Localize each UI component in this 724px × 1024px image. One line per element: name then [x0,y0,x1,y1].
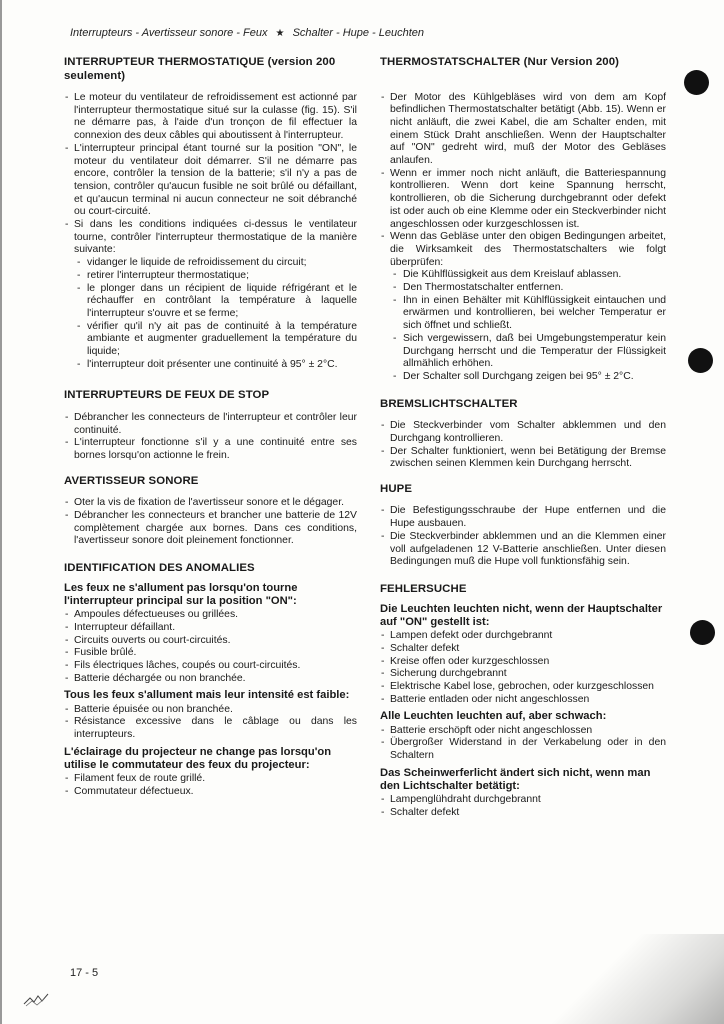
list [64,609,357,685]
list-item: - L'interrupteur principal étant tourné sur la position "ON", le moteur du ventilateur doit démarrer. S'il ne démarre pas encore, contrôler la tension de la batterie; s'il n'y a pas de tension, contrôler qu'aucun fusible ne soit brûlé ou défaillant, et qu'aucun terminal ni aucun connecteur ne soit débranché ou court-circuité. [64,143,357,219]
list-item: - L'interrupteur fonctionne s'il y a une continuité entre ses bornes lorsqu'on actionne le frein. [64,437,357,462]
list-item: - Fusible brûlé. [64,647,357,660]
sub-list [392,269,666,383]
list-item: - le plonger dans un récipient de liquide réfrigérant et le réchauffer en contrôlant la température à laquelle l'interrupteur s'ouvre et se ferme; [76,283,357,321]
list-item: - Wenn das Gebläse unter den obigen Bedingungen arbeitet, die Wirksamkeit des Thermostatschalters wie folgt überprüfen: [380,231,666,269]
group-title: L'éclairage du projecteur ne change pas lorsqu'on utilise le commutateur des feux du projecteur: [64,745,332,772]
list-item: - Batterie déchargée ou non branchée. [64,673,357,686]
section-title: IDENTIFICATION DES ANOMALIES [64,562,255,575]
list-item: - Die Steckverbinder vom Schalter abklemmen und den Durchgang kontrollieren. [380,420,666,445]
list [64,92,357,257]
list-item: - Sich vergewissern, daß bei Umgebungstemperatur kein Durchgang herrscht und die Temperatur der Flüssigkeit allmählich erhöhen. [392,333,666,371]
page-header [70,27,424,39]
list-item: - vidanger le liquide de refroidissement du circuit; [76,257,357,270]
section-thermostat-de [380,56,666,384]
list [64,412,357,463]
section-troubleshoot-de [380,583,666,820]
list-item: - Kreise offen oder kurzgeschlossen [380,656,666,669]
list-item: - Commutateur défectueux. [64,786,357,799]
list-item: - Die Steckverbinder abklemmen und an die Klemmen einer voll aufgeladenen 12 V-Batterie anschließen. Unter diesen Bedingungen muß die Hupe voll funktionsfähig sein. [380,531,666,569]
list-item: - vérifier qu'il n'y ait pas de continuité à la température ambiante et augmenter graduellement la température du liquide; [76,321,357,359]
list-item: - Wenn er immer noch nicht anläuft, die Batteriespannung kontrollieren. Wenn dort keine Spannung herrscht, kontrollieren, ob die Sicherung durchgebrannt oder defekt ist oder auch ob eine Klemme oder ein Steckverbinder nicht angeschlossen oder kurzgeschlossen ist. [380,168,666,232]
list-item: - Lampenglühdraht durchgebrannt [380,794,666,807]
list-item: - Batterie entladen oder nicht angeschlossen [380,694,666,707]
section-horn-de [380,483,666,569]
list-item: - Schalter defekt [380,643,666,656]
list-item: - Ampoules défectueuses ou grillées. [64,609,357,622]
list-item: - Oter la vis de fixation de l'avertisseur sonore et le dégager. [64,497,357,510]
scan-shadow [524,934,724,1024]
list-item: - Le moteur du ventilateur de refroidissement est actionné par l'interrupteur thermostatique situé sur la culasse (fig. 15). S'il ne démarre pas, à l'aide d'un tronçon de fil effectuer la connexion des deux câbles qui aboutissent à l'interrupteur. [64,92,357,143]
list-item: - Die Befestigungsschraube der Hupe entfernen und die Hupe ausbauen. [380,505,666,530]
scan-edge [0,0,2,1024]
list [380,725,666,763]
scan-smudge [22,988,52,1008]
sub-list [76,257,357,371]
list [64,497,357,548]
list-item: - retirer l'interrupteur thermostatique; [76,270,357,283]
list-item: - Schalter defekt [380,807,666,820]
list-item: - Der Motor des Kühlgebläses wird von dem am Kopf befindlichen Thermostatschalter betätigt (Abb. 15). Wenn er nicht anläuft, die zwei Kabel, die am Schalter enden, mit einem Stück Draht anschließen. Wenn der Hauptschalter auf "ON" gedreht wird, muß der Motor des Gebläses anlaufen. [380,92,666,168]
star-icon: ★ [275,28,285,39]
list-item: - Übergroßer Widerstand in der Verkabelung oder in den Schaltern [380,737,666,762]
header-fr: Interrupteurs - Avertisseur sonore - Feux [70,27,268,39]
list-item: - Filament feux de route grillé. [64,773,357,786]
group-title: Das Scheinwerferlicht ändert sich nicht, wenn man den Lichtschalter betätigt: [380,766,651,793]
punch-hole [684,70,709,95]
list [380,420,666,471]
column-german [380,56,666,830]
group-title: Les feux ne s'allument pas lorsqu'on tourne l'interrupteur principal sur la position "ON": [64,581,298,607]
list-item: - Lampen defekt oder durchgebrannt [380,630,666,643]
list-item: - Batterie épuisée ou non branchée. [64,704,357,717]
column-french [64,56,357,809]
list-item: - Circuits ouverts ou court-circuités. [64,635,357,648]
list-item: - Si dans les conditions indiquées ci-dessus le ventilateur tourne, contrôler l'interrupteur thermostatique de la manière suivante: [64,219,357,257]
list-item: - Elektrische Kabel lose, gebrochen, oder kurzgeschlossen [380,681,666,694]
group-title: Alle Leuchten leuchten auf, aber schwach: [380,710,607,723]
section-title: FEHLERSUCHE [380,583,467,595]
list-item: - Fils électriques lâches, coupés ou court-circuités. [64,660,357,673]
list [380,92,666,270]
section-troubleshoot-fr [64,562,357,799]
list [380,630,666,706]
section-title: INTERRUPTEUR THERMOSTATIQUE (version 200 seulement) [64,56,336,82]
list-item: - Sicherung durchgebrannt [380,668,666,681]
list-item: - l'interrupteur doit présenter une continuité à 95° ± 2°C. [76,359,357,372]
list-item: - Débrancher les connecteurs de l'interrupteur et contrôler leur continuité. [64,412,357,437]
section-title: BREMSLICHTSCHALTER [380,397,518,410]
list-item: - Batterie erschöpft oder nicht angeschlossen [380,725,666,738]
group-title: Tous les feux s'allument mais leur intensité est faible: [64,689,350,702]
punch-hole [690,620,715,645]
section-title: HUPE [380,482,413,495]
list-item: - Ihn in einen Behälter mit Kühlflüssigkeit eintauchen und erwärmen und kontrollieren, bei welcher Temperatur er sich öffnet und schließt. [392,295,666,333]
section-stop-fr [64,389,357,462]
list-item: - Der Schalter funktioniert, wenn bei Betätigung der Bremse zwischen seinen Klemmen kein Durchgang herrscht. [380,446,666,471]
section-stop-de [380,398,666,471]
list-item: - Den Thermostatschalter entfernen. [392,282,666,295]
punch-hole [688,348,713,373]
list [64,704,357,742]
list-item: - Der Schalter soll Durchgang zeigen bei 95° ± 2°C. [392,371,666,384]
section-thermostat-fr [64,56,357,371]
section-horn-fr [64,475,357,548]
list-item: - Die Kühlflüssigkeit aus dem Kreislauf ablassen. [392,269,666,282]
list-item: - Interrupteur défaillant. [64,622,357,635]
list-item: - Résistance excessive dans le câblage ou dans les interrupteurs. [64,716,357,741]
header-de: Schalter - Hupe - Leuchten [292,27,425,39]
group-title: Die Leuchten leuchten nicht, wenn der Hauptschalter auf "ON" gestellt ist: [380,602,663,628]
list [380,505,666,569]
page-number: 17 - 5 [70,967,99,979]
list [64,773,357,798]
list-item: - Débrancher les connecteurs et brancher une batterie de 12V complètement chargée aux bornes. Dans ces conditions, l'avertisseur sonore doit pleinement fonctionner. [64,510,357,548]
section-title: INTERRUPTEURS DE FEUX DE STOP [64,389,270,402]
section-title: THERMOSTATSCHALTER (Nur Version 200) [380,56,620,68]
section-title: AVERTISSEUR SONORE [64,474,199,487]
list [380,794,666,819]
